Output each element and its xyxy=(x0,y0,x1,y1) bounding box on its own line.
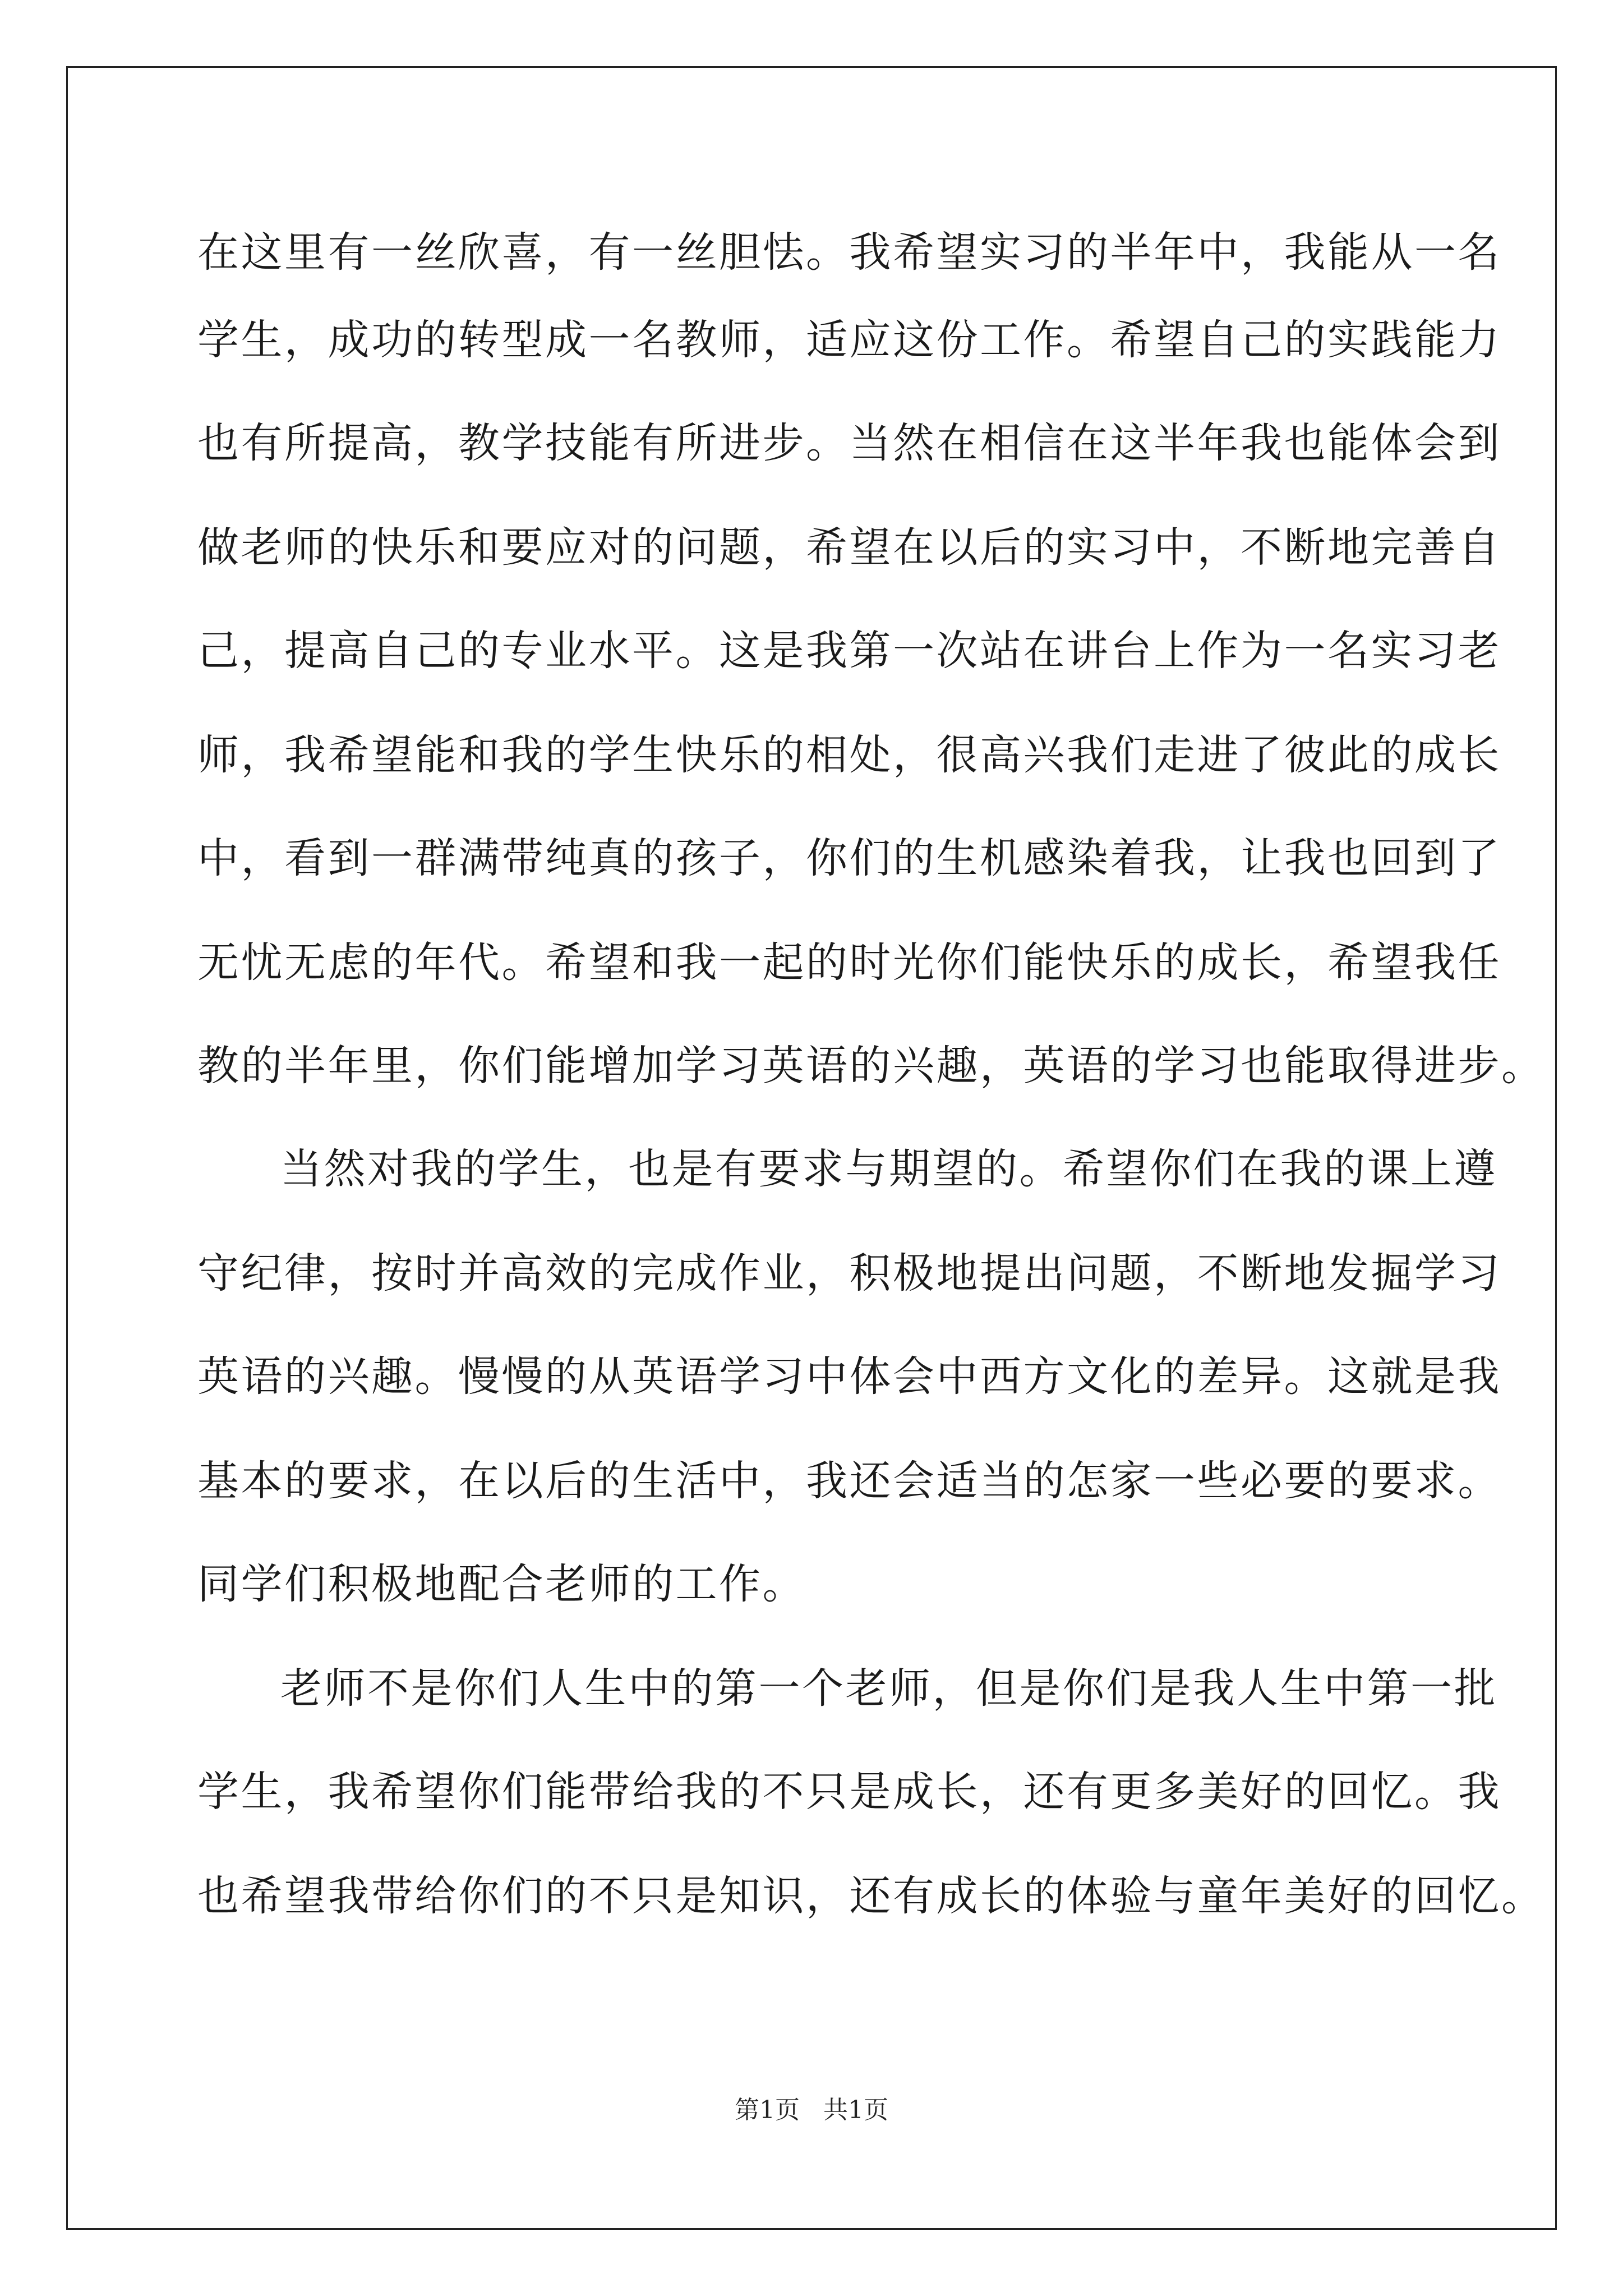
text-line: 师，我希望能和我的学生快乐的相处，很高兴我们走进了彼此的成长 xyxy=(197,731,1501,779)
total-pages: 共1页 xyxy=(823,2096,888,2124)
paragraph-first-line: 老师不是你们人生中的第一个老师，但是你们是我人生中第一批 xyxy=(280,1664,1497,1713)
text-line: 学生，我希望你们能带给我的不只是成长，还有更多美好的回忆。我 xyxy=(197,1768,1501,1816)
text-line: 做老师的快乐和要应对的问题，希望在以后的实习中，不断地完善自 xyxy=(197,523,1501,572)
text-line: 也有所提高，教学技能有所进步。当然在相信在这半年我也能体会到 xyxy=(197,419,1501,467)
page-number: 第1页 xyxy=(735,2096,800,2124)
text-line: 基本的要求，在以后的生活中，我还会适当的怎家一些必要的要求。 xyxy=(197,1457,1501,1505)
text-line: 也希望我带给你们的不只是知识，还有成长的体验与童年美好的回忆。 xyxy=(197,1872,1545,1920)
text-line: 守纪律，按时并高效的完成作业，积极地提出问题，不断地发掘学习 xyxy=(197,1249,1501,1297)
text-line: 学生，成功的转型成一名教师，适应这份工作。希望自己的实践能力 xyxy=(197,316,1501,364)
text-line: 无忧无虑的年代。希望和我一起的时光你们能快乐的成长，希望我任 xyxy=(197,938,1501,987)
page-footer xyxy=(0,2093,1623,2127)
text-line: 己，提高自己的专业水平。这是我第一次站在讲台上作为一名实习老 xyxy=(197,627,1501,675)
text-line: 中，看到一群满带纯真的孩子，你们的生机感染着我，让我也回到了 xyxy=(197,834,1501,882)
text-line: 同学们积极地配合老师的工作。 xyxy=(197,1560,806,1608)
text-line: 英语的兴趣。慢慢的从英语学习中体会中西方文化的差异。这就是我 xyxy=(197,1352,1501,1401)
text-line: 教的半年里，你们能增加学习英语的兴趣，英语的学习也能取得进步。 xyxy=(197,1042,1545,1090)
text-line: 在这里有一丝欣喜，有一丝胆怯。我希望实习的半年中，我能从一名 xyxy=(197,228,1501,277)
paragraph-first-line: 当然对我的学生，也是有要求与期望的。希望你们在我的课上遵 xyxy=(280,1145,1497,1193)
